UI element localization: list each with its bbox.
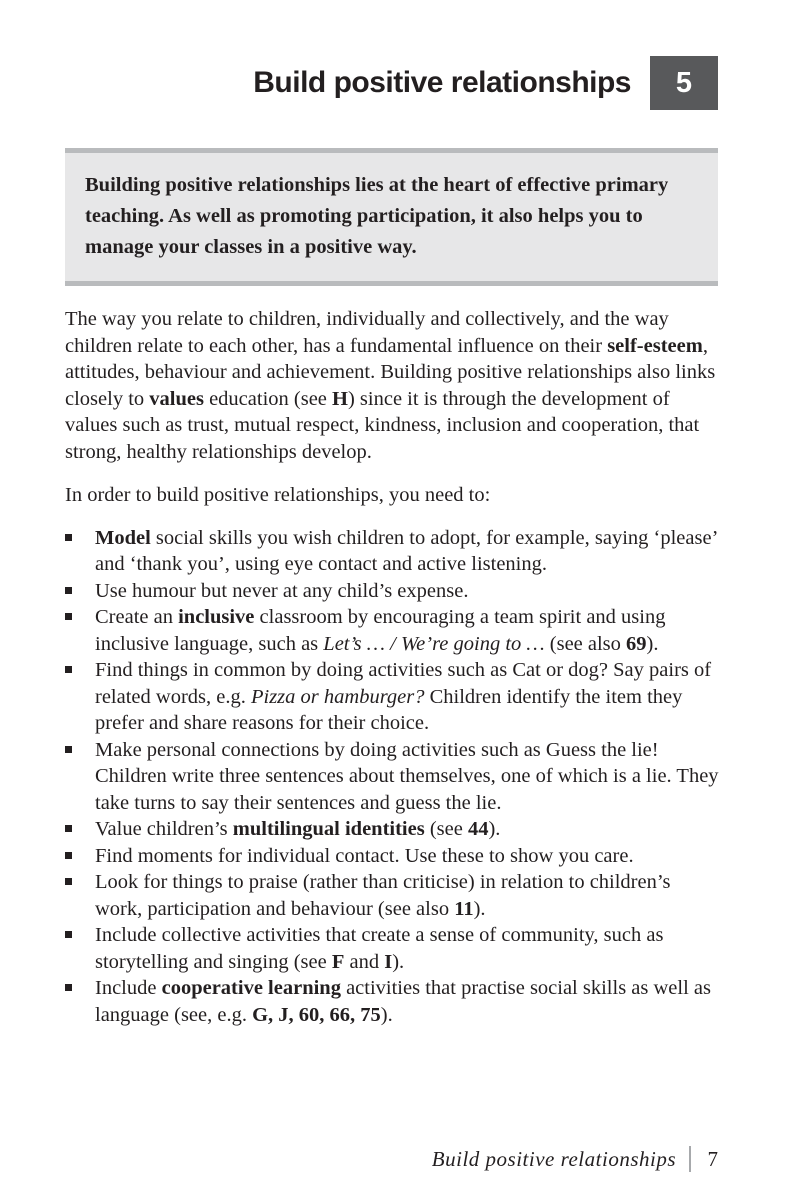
bullet-square-icon [65,657,95,673]
list-item [65,975,720,1028]
bullet-square-icon [65,869,95,885]
bullet-square-icon [65,604,95,620]
list-item [65,922,720,975]
bullet-square-icon [65,843,95,859]
bullet-square-icon [65,578,95,594]
list-item [65,604,720,657]
list-item-text: Find things in common by doing activities such as Cat or dog? Say pairs of related words, e.g. Pizza or hamburger? Children identify the item they prefer and share reasons for their choice. [95,659,712,734]
list-item [65,869,720,922]
list-item-text: Look for things to praise (rather than criticise) in relation to children’s work, participation and behaviour (see also 11). [95,871,671,920]
bullet-square-icon [65,816,95,832]
unit-number-badge: 5 [650,56,718,110]
list-item [65,843,720,870]
intro-paragraph: The way you relate to children, individually and collectively, and the way children relate to each other, has a fundamental influence on their self-esteem, attitudes, behaviour and achievement. Building positive relationships also links closely to values education (see H) since it is through the development of values such as trust, mutual respect, kindness, inclusion and cooperation, that strong, healthy relationships develop. [65,308,716,463]
list-item-text: Find moments for individual contact. Use these to show you care. [95,844,634,867]
list-item [65,525,720,578]
list-item-text: Value children’s multilingual identities (see 44). [95,818,501,840]
list-item-text: Model social skills you wish children to adopt, for example, saying ‘please’ and ‘thank you’, using eye contact and active listening. [95,526,717,575]
list-item-text: Include cooperative learning activities that practise social skills as well as language (see, e.g. G, J, 60, 66, 75). [95,977,711,1026]
list-item-text: Include collective activities that create a sense of community, such as storytelling and singing (see F and I). [95,924,664,973]
bullet-list [65,525,720,1029]
list-item-text: Use humour but never at any child’s expense. [95,579,469,602]
list-item [65,657,720,737]
lead-in-line: In order to build positive relationships, you need to: [65,484,491,506]
list-item [65,737,720,817]
page-title: Build positive relationships [253,66,631,99]
bullet-square-icon [65,737,95,753]
footer-chapter-title: Build positive relationships [431,1146,676,1171]
page-header [65,56,718,110]
bullet-square-icon [65,922,95,938]
list-item-text: Create an inclusive classroom by encouraging a team spirit and using inclusive language, such as Let’s … / We’re going to … (see also 69). [95,606,666,655]
bullet-square-icon [65,525,95,541]
list-item [65,578,720,605]
list-item [65,816,720,843]
list-item-text: Make personal connections by doing activities such as Guess the lie! Children write three sentences about themselves, one of which is a lie. They take turns to say their sentences and guess the lie. [95,738,719,814]
body-copy [65,306,720,1028]
bullet-square-icon [65,975,95,991]
page-footer [432,1146,718,1172]
footer-page-number: 7 [707,1146,718,1171]
summary-callout: Building positive relationships lies at the heart of effective primary teaching. As well as promoting participation, it also helps you to manage your classes in a positive way. [65,148,718,286]
footer-divider [689,1146,691,1172]
